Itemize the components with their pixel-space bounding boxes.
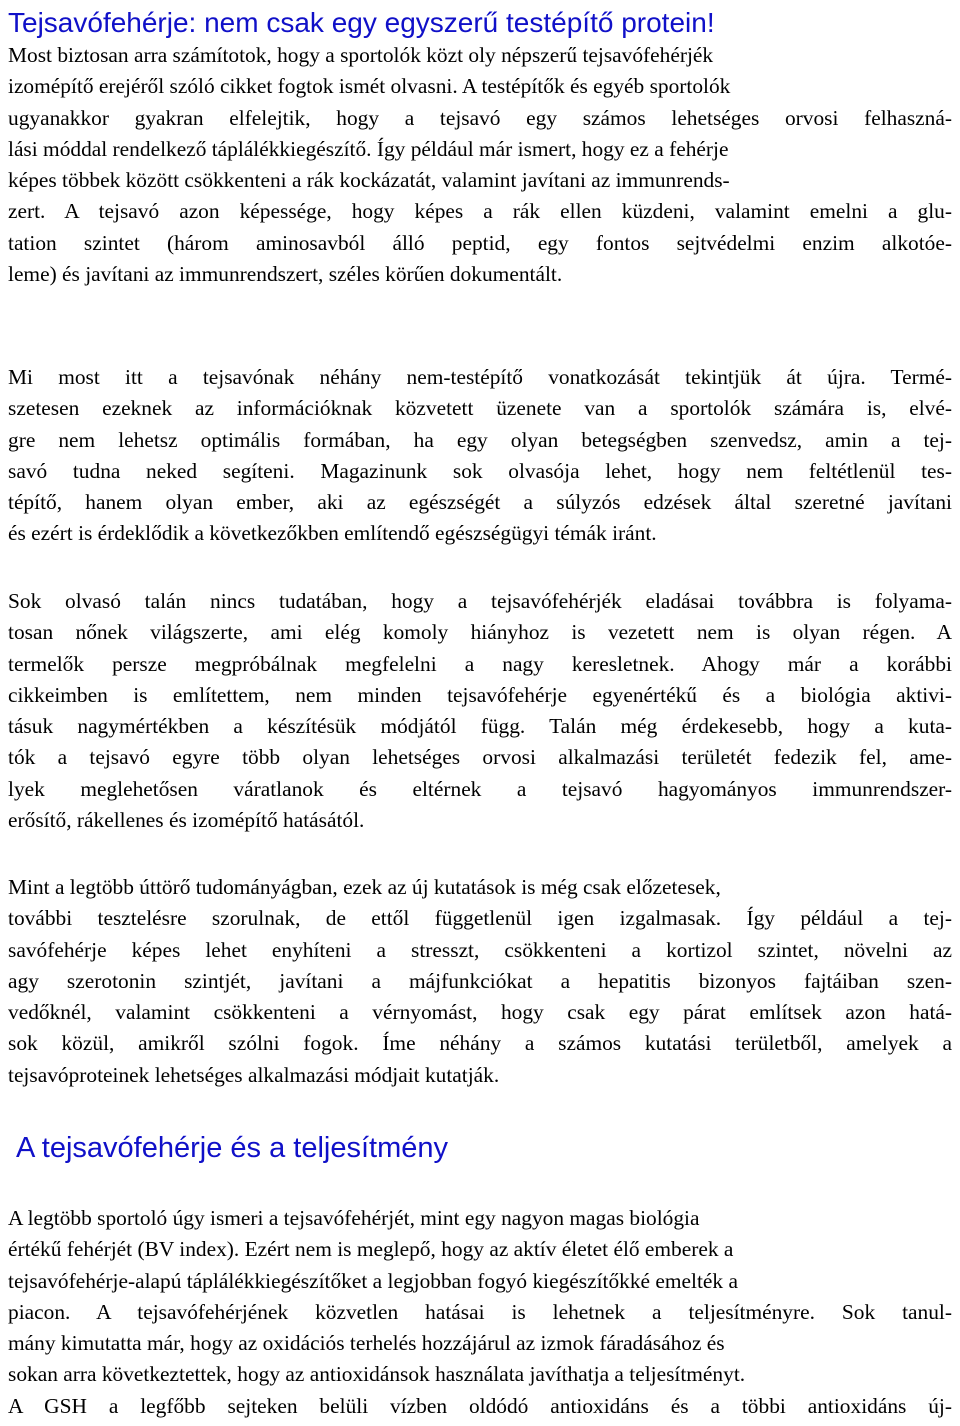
paragraph-3 xyxy=(8,586,952,836)
paragraph-line: A legtöbb sportoló úgy ismeri a tejsavófehérjét, mint egy nagyon magas biológia xyxy=(8,1206,700,1230)
paragraph-line: ugyanakkor gyakran elfelejtik, hogy a tejsavó egy számos lehetséges orvosi felhaszná- xyxy=(8,105,952,130)
paragraph-line: gre nem lehetsz optimális formában, ha egy olyan betegségben szenvedsz, amin a tej- xyxy=(8,427,952,452)
section-heading: A tejsavófehérje és a teljesítmény xyxy=(16,1132,449,1164)
paragraph-line: tépítő, hanem olyan ember, aki az egészségét a súlyzós edzések által szeretné javítani xyxy=(8,490,952,515)
paragraph-line: tejsavóproteinek lehetséges alkalmazási módjait kutatják. xyxy=(8,1062,500,1087)
paragraph-line: sok közül, amikről szólni fogok. Íme néhány a számos kutatási területből, amelyek a xyxy=(8,1031,952,1056)
paragraph-line: izomépítő erejéről szóló cikket fogtok ismét olvasni. A testépítők és egyéb sportolók xyxy=(8,74,731,99)
paragraph-line: tation szintet (három aminosavból álló peptid, egy fontos sejtvédelmi enzim alkotóe- xyxy=(8,230,952,255)
paragraph-line: tejsavófehérje-alapú táplálékkiegészítőket a legjobban fogyó kiegészítőkké emelték a xyxy=(8,1268,738,1293)
paragraph-line: zert. A tejsavó azon képessége, hogy képes a rák ellen küzdeni, valamint emelni a glu- xyxy=(8,199,952,224)
paragraph-1 xyxy=(8,40,952,290)
paragraph-line: Sok olvasó talán nincs tudatában, hogy a tejsavófehérjék eladásai továbbra is folyama- xyxy=(8,589,952,613)
paragraph-line: értékű fehérjét (BV index). Ezért nem is meglepő, hogy az aktív életet élő emberek a xyxy=(8,1237,734,1262)
paragraph-line: savófehérje képes lehet enyhíteni a stresszt, csökkenteni a kortizol szintet, növelni az xyxy=(8,937,952,962)
paragraph-2 xyxy=(8,362,952,550)
paragraph-line: sokan arra következtettek, hogy az antioxidánsok használata javíthatja a teljesítményt. xyxy=(8,1362,746,1387)
paragraph-line: tosan nőnek világszerte, ami elég komoly hiányhoz is vezetett nem is olyan régen. A xyxy=(8,620,952,645)
paragraph-line: A GSH a legfőbb sejteken belüli vízben oldódó antioxidáns és a többi antioxidáns új- xyxy=(8,1393,952,1418)
paragraph-line: lyek meglehetősen váratlanok és eltérnek a tejsavó hagyományos immunrendszer- xyxy=(8,776,952,801)
paragraph-line: agy szerotonin szintjét, javítani a májfunkciókat a hepatitis bizonyos fajtáiban szen- xyxy=(8,968,952,993)
paragraph-line: leme) és javítani az immunrendszert, széles körűen dokumentált. xyxy=(8,262,563,287)
paragraph-line: lási móddal rendelkező táplálékkiegészítő. Így például már ismert, hogy ez a fehérje xyxy=(8,136,729,161)
paragraph-line: piacon. A tejsavófehérjének közvetlen hatásai is lehetnek a teljesítményre. Sok tanul- xyxy=(8,1299,952,1324)
paragraph-line: Most biztosan arra számítotok, hogy a sportolók közt oly népszerű tejsavófehérjék xyxy=(8,43,714,67)
paragraph-line: Mint a legtöbb úttörő tudományágban, ezek az új kutatások is még csak előzetesek, xyxy=(8,875,721,899)
paragraph-line: képes többek között csökkenteni a rák kockázatát, valamint javítani az immunrends- xyxy=(8,168,730,193)
paragraph-line: cikkeimben is említettem, nem minden tejsavófehérje egyenértékű és a biológia aktivi- xyxy=(8,682,952,707)
paragraph-line: tók a tejsavó egyre több olyan lehetséges orvosi alkalmazási területét fedezik fel, ame- xyxy=(8,745,952,770)
paragraph-line: Mi most itt a tejsavónak néhány nem-testépítő vonatkozását tekintjük át újra. Termé- xyxy=(8,365,952,389)
paragraph-line: savó tudna neked segíteni. Magazinunk sok olvasója lehet, hogy nem feltétlenül tes- xyxy=(8,458,952,483)
article-title: Tejsavófehérje: nem csak egy egyszerű testépítő protein! xyxy=(8,7,715,38)
paragraph-line: további tesztelésre szorulnak, de ettől függetlenül igen izgalmasak. Így például a tej- xyxy=(8,906,952,931)
paragraph-line: mány kimutatta már, hogy az oxidációs terhelés hozzájárul az izmok fáradásához és xyxy=(8,1331,725,1356)
section-paragraph xyxy=(8,1203,952,1422)
paragraph-line: szetesen ezeknek az információknak közvetett üzenete van a sportolók számára is, elvé- xyxy=(8,396,952,421)
paragraph-line: tásuk nagymértékben a készítésük módjától függ. Talán még érdekesebb, hogy a kuta- xyxy=(8,714,952,739)
paragraph-line: vedőknél, valamint csökkenteni a vérnyomást, hogy csak egy párat említsek azon hatá- xyxy=(8,1000,952,1025)
paragraph-line: és ezért is érdeklődik a következőkben említendő egészségügyi témák iránt. xyxy=(8,521,657,546)
paragraph-line: termelők persze megpróbálnak megfelelni a nagy keresletnek. Ahogy már a korábbi xyxy=(8,651,952,676)
article xyxy=(8,0,952,1418)
paragraph-4 xyxy=(8,872,952,1091)
paragraph-line: erősítő, rákellenes és izomépítő hatásától. xyxy=(8,808,365,833)
